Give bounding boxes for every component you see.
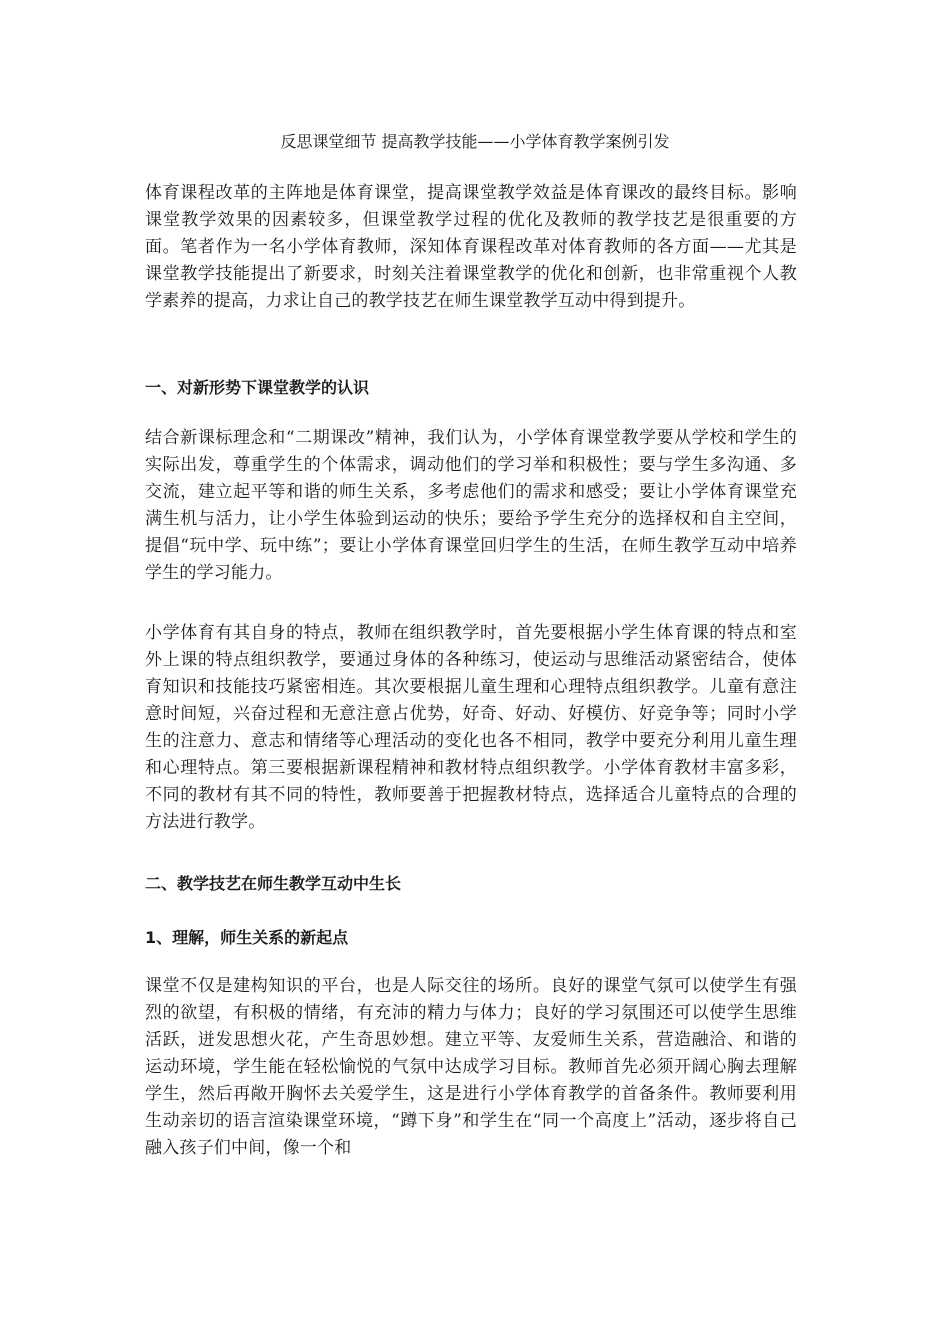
- subsection-1-heading: 1、理解，师生关系的新起点: [145, 928, 349, 947]
- intro-paragraph: 体育课程改革的主阵地是体育课堂，提高课堂教学效益是体育课改的最终目标。影响课堂教学效果的因素较多，但课堂教学过程的优化及教师的教学技艺是很重要的方面。笔者作为一名小学体育教师，深知体育课程改革对体育教师的各方面——尤其是课堂教学技能提出了新要求，时刻关注着课堂教学的优化和创新，也非常重视个人教学素养的提高，力求让自己的教学技艺在师生课堂教学互动中得到提升。: [145, 183, 797, 311]
- section-1-paragraph-1: 结合新课标理念和“二期课改”精神，我们认为，小学体育课堂教学要从学校和学生的实际出发，尊重学生的个体需求，调动他们的学习举和积极性；要与学生多沟通、多交流，建立起平等和谐的师生关系，多考虑他们的需求和感受；要让小学体育课堂充满生机与活力，让小学生体验到运动的快乐；要给予学生充分的选择权和自主空间，提倡“玩中学、玩中练”；要让小学体育课堂回归学生的生活，在师生教学互动中培养学生的学习能力。: [145, 428, 797, 583]
- document-title: 反思课堂细节 提高教学技能——小学体育教学案例引发: [280, 132, 670, 151]
- section-2-heading: 二、教学技艺在师生教学互动中生长: [145, 874, 402, 893]
- section-1-heading: 一、对新形势下课堂教学的认识: [145, 378, 370, 397]
- section-1-paragraph-2: 小学体育有其自身的特点，教师在组织教学时，首先要根据小学生体育课的特点和室外上课的特点组织教学，要通过身体的各种练习，使运动与思维活动紧密结合，使体育知识和技能技巧紧密相连。其次要根据儿童生理和心理特点组织教学。儿童有意注意时间短，兴奋过程和无意注意占优势，好奇、好动、好模仿、好竞争等；同时小学生的注意力、意志和情绪等心理活动的变化也各不相同，教学中要充分利用儿童生理和心理特点。第三要根据新课程精神和教材特点组织教学。小学体育教材丰富多彩，不同的教材有其不同的特性，教师要善于把握教材特点，选择适合儿童特点的合理的方法进行教学。: [145, 623, 797, 832]
- subsection-1-paragraph: 课堂不仅是建构知识的平台，也是人际交往的场所。良好的课堂气氛可以使学生有强烈的欲望，有积极的情绪，有充沛的精力与体力；良好的学习氛围还可以使学生思维活跃，迸发思想火花，产生奇思妙想。建立平等、友爱师生关系，营造融洽、和谐的运动环境，学生能在轻松愉悦的气氛中达成学习目标。教师首先必须开阔心胸去理解学生，然后再敞开胸怀去关爱学生，这是进行小学体育教学的首备条件。教师要利用生动亲切的语言渲染课堂环境，“蹲下身”和学生在“同一个高度上”活动，逐步将自己融入孩子们中间，像一个和: [145, 976, 797, 1158]
